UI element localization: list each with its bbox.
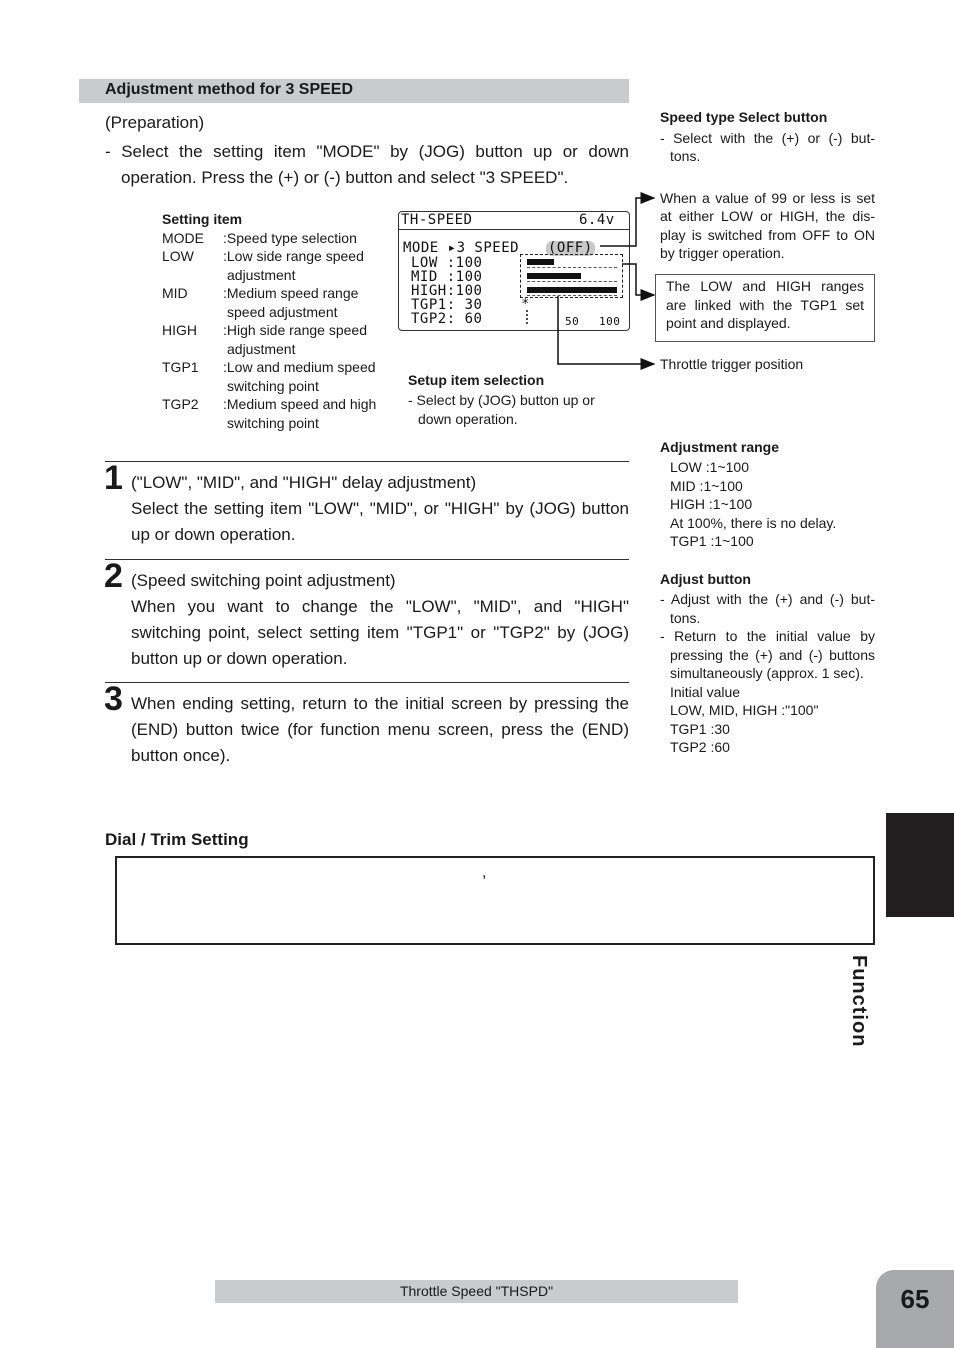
adjust-button-line-1: - Adjust with the (+) and (-) but- — [660, 591, 875, 607]
lcd-row-low: LOW :100 — [411, 255, 483, 271]
dial-trim-title: Dial / Trim Setting — [105, 830, 249, 849]
lcd-row-tgp1: TGP1: 30 — [411, 297, 483, 313]
adjust-button-line-6: Initial value — [670, 684, 741, 700]
section-header-title: Adjustment method for 3 SPEED — [105, 81, 354, 98]
setup-selection-line-2: down operation. — [418, 411, 518, 427]
lcd-mode-row: MODE ▸3 SPEED — [403, 240, 520, 256]
footer-title: Throttle Speed "THSPD" — [399, 1283, 554, 1299]
page-number-tab — [876, 1270, 954, 1348]
step-3-body: When ending setting, return to the initial screen by pressing the (END) button twice (for function menu screen, press the (END) button once). — [131, 694, 629, 765]
setting-desc-low-2: adjustment — [227, 267, 296, 283]
svg-text:*: * — [522, 297, 529, 312]
step-3-number: 3 — [104, 680, 123, 718]
dial-trim-box — [115, 856, 875, 945]
preparation-label: (Preparation) — [105, 113, 205, 132]
setting-desc-mid: :Medium speed range — [223, 285, 359, 301]
value99-line-2: at either LOW or HIGH, the dis- — [660, 208, 875, 224]
setting-key-tgp2: TGP2 — [162, 396, 199, 412]
linked-ranges-note — [655, 274, 875, 342]
lcd-voltage: 6.4v — [579, 212, 615, 228]
linked-line-2: are linked with the TGP1 set — [666, 297, 864, 313]
lcd-row-mid: MID :100 — [411, 269, 483, 285]
step-2-rule — [105, 559, 629, 560]
adjust-button-line-9: TGP2 :60 — [670, 739, 730, 755]
adjust-button-line-5: simultaneously (approx. 1 sec). — [670, 665, 864, 681]
setting-desc-low: :Low side range speed — [223, 248, 364, 264]
setting-key-mode: MODE — [162, 230, 204, 246]
setting-desc-tgp2-2: switching point — [227, 415, 319, 431]
value99-line-3: play is switched from OFF to ON — [660, 227, 875, 243]
step-1-body: Select the setting item "LOW", "MID", or "HIGH" by (JOG) button up or down operation. — [131, 499, 629, 544]
lcd-row-tgp2: TGP2: 60 — [411, 311, 483, 327]
adjustment-range-tgp1: TGP1 :1~100 — [670, 533, 754, 549]
step-2-number: 2 — [104, 557, 123, 595]
step-2-body: When you want to change the "LOW", "MID", and "HIGH" switching point, select setting item "TGP1" or "TGP2" by (JOG) button up or down operation. — [131, 597, 629, 668]
setup-selection-title: Setup item selection — [408, 372, 545, 388]
lcd-scale-50: 50 — [565, 315, 580, 328]
value99-line-4: by trigger operation. — [660, 245, 785, 261]
step-1-number: 1 — [104, 459, 123, 497]
adjust-button-title: Adjust button — [660, 571, 751, 587]
setting-desc-tgp1: :Low and medium speed — [223, 359, 376, 375]
footer-bar — [215, 1280, 738, 1303]
adjustment-range-mid: MID :1~100 — [670, 478, 743, 494]
lcd-off-indicator: (OFF) — [548, 240, 593, 256]
speed-type-title: Speed type Select button — [660, 109, 828, 125]
dial-trim-mark: , — [482, 864, 487, 881]
adjust-button-line-2: tons. — [670, 610, 701, 626]
setting-key-high: HIGH — [162, 322, 197, 338]
adjust-button-line-7: LOW, MID, HIGH :"100" — [670, 702, 819, 718]
step-1-rule — [105, 461, 629, 462]
value99-line-1: When a value of 99 or less is set — [660, 190, 875, 206]
adjustment-range-title: Adjustment range — [660, 439, 780, 455]
setting-key-low: LOW — [162, 248, 194, 264]
setting-key-mid: MID — [162, 285, 188, 301]
lcd-scale-100: 100 — [599, 315, 621, 328]
setting-desc-mode: :Speed type selection — [223, 230, 357, 246]
step-1-text — [131, 470, 629, 548]
step-3-rule — [105, 682, 629, 683]
speed-type-line-1: - Select with the (+) or (-) but- — [660, 130, 875, 146]
adjust-button-line-3: - Return to the initial value by — [660, 628, 875, 644]
setting-desc-high-2: adjustment — [227, 341, 296, 357]
step-2-lead: (Speed switching point adjustment) — [131, 571, 396, 590]
preparation-line-2: operation. Press the (+) or (-) button and select "3 SPEED". — [121, 168, 569, 187]
speed-type-line-2: tons. — [670, 148, 701, 164]
setting-item-title: Setting item — [162, 211, 243, 227]
setting-desc-tgp2: :Medium speed and high — [223, 396, 377, 412]
lcd-title: TH-SPEED — [401, 212, 473, 228]
setting-desc-mid-2: speed adjustment — [227, 304, 338, 320]
linked-line-3: point and displayed. — [666, 315, 791, 331]
page-number: 65 — [900, 1284, 930, 1314]
adjustment-range-note: At 100%, there is no delay. — [670, 515, 837, 531]
throttle-position-note: Throttle trigger position — [660, 356, 804, 372]
step-1-lead: ("LOW", "MID", and "HIGH" delay adjustment) — [131, 473, 477, 492]
step-2-text — [131, 568, 629, 672]
adjustment-range-low: LOW :1~100 — [670, 459, 749, 475]
setting-desc-high: :High side range speed — [223, 322, 367, 338]
step-3-text — [131, 691, 629, 769]
setup-selection-line-1: - Select by (JOG) button up or — [408, 392, 595, 408]
adjust-button-line-4: pressing the (+) and (-) buttons — [670, 647, 875, 663]
adjust-button-line-8: TGP1 :30 — [670, 721, 730, 737]
lcd-row-high: HIGH:100 — [411, 283, 483, 299]
side-tab-block — [886, 813, 954, 917]
setting-desc-tgp1-2: switching point — [227, 378, 319, 394]
preparation-line-1: - Select the setting item "MODE" by (JOG) button up or down — [105, 142, 629, 161]
setting-key-tgp1: TGP1 — [162, 359, 199, 375]
side-tab-label: Function — [848, 955, 870, 1048]
linked-line-1: The LOW and HIGH ranges — [666, 278, 864, 294]
adjustment-range-high: HIGH :1~100 — [670, 496, 753, 512]
